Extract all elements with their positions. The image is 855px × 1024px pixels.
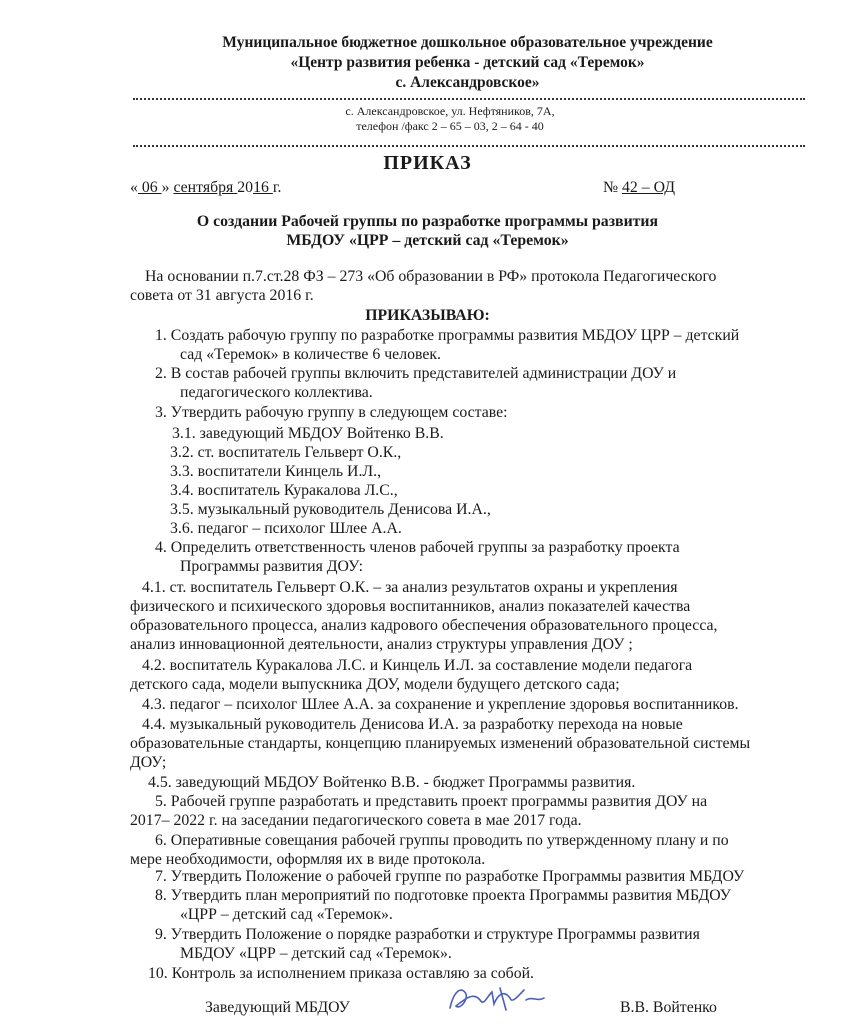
item-4-5: 4.5. заведующий МБДОУ Войтенко В.В. - бюджет Программы развития. — [148, 774, 636, 791]
item-3: 3. Утвердить рабочую группу в следующем составе: — [155, 404, 508, 421]
header-divider-bottom — [133, 145, 805, 147]
item-2-line-2: педагогического коллектива. — [180, 384, 373, 401]
item-5-line-2: 2017– 2022 г. на заседании педагогического совета в мае 2017 года. — [130, 812, 582, 829]
item-9-line-1: 9. Утвердить Положение о порядке разработки и структуре Программы развития — [155, 926, 700, 943]
date-year: 16 — [253, 179, 273, 196]
date-month: сентября — [173, 179, 238, 196]
item-4-1-line-3: образовательного процесса, анализ кадрового обеспечения образовательного процесса, — [130, 617, 718, 634]
signatory-name: В.В. Войтенко — [620, 999, 717, 1016]
item-4-4-line-2: образовательные стандарты, концепцию планируемых изменений образовательной системы — [130, 735, 751, 752]
item-4-2-line-2: детского сада, модели выпускника ДОУ, модели будущего детского сада; — [130, 676, 620, 693]
item-4-4-line-3: ДОУ; — [130, 754, 167, 771]
basis-line-2: совета от 31 августа 2016 г. — [130, 287, 314, 304]
item-3-4: 3.4. воспитатель Куракалова Л.С., — [170, 482, 398, 499]
item-4-line-2: Программы развития ДОУ: — [180, 558, 364, 575]
institution-phone: телефон /факс 2 – 65 – 03, 2 – 64 - 40 — [356, 119, 544, 133]
item-4-line-1: 4. Определить ответственность членов рабочей группы за разработку проекта — [155, 539, 680, 556]
item-10: 10. Контроль за исполнением приказа оставляю за собой. — [148, 965, 535, 982]
institution-name-line-1: Муниципальное бюджетное дошкольное образовательное учреждение — [222, 34, 713, 51]
item-8-line-2: «ЦРР – детский сад «Теремок». — [180, 906, 393, 923]
item-1-line-2: сад «Теремок» в количестве 6 человек. — [180, 346, 441, 363]
order-number-value: 42 – ОД — [622, 179, 676, 196]
basis-line-1: На основании п.7.ст.28 ФЗ – 273 «Об образовании в РФ» протокола Педагогического — [145, 268, 717, 285]
item-8-line-1: 8. Утвердить план мероприятий по подготовке проекта Программы развития МБДОУ — [155, 887, 731, 904]
handwritten-signature — [440, 980, 560, 1020]
item-4-1-line-1: 4.1. ст. воспитатель Гельверт О.К. – за анализ результатов охраны и укрепления — [142, 579, 678, 596]
order-word: ПРИКАЗЫВАЮ: — [365, 307, 490, 324]
date-year-prefix: 20 — [237, 179, 254, 196]
signatory-position: Заведующий МБДОУ — [205, 999, 350, 1016]
order-number-sign: № — [603, 179, 619, 196]
item-4-1-line-4: анализ инновационной деятельности, анализ структуры управления ДОУ ; — [130, 636, 633, 653]
item-4-1-line-2: физического и психического здоровья воспитанников, анализ показателей качества — [130, 598, 691, 615]
item-9-line-2: МБДОУ «ЦРР – детский сад «Теремок». — [180, 945, 452, 962]
institution-name-line-3: с. Александровское» — [395, 74, 540, 91]
date-year-suffix: г. — [272, 179, 282, 196]
item-3-5: 3.5. музыкальный руководитель Денисова И.А., — [170, 501, 491, 518]
item-3-6: 3.6. педагог – психолог Шлее А.А. — [170, 520, 402, 537]
date-day: 06 — [137, 179, 162, 196]
date-open-quote: « — [130, 179, 138, 196]
item-4-3: 4.3. педагог – психолог Шлее А.А. за сохранение и укрепление здоровья воспитанников. — [142, 696, 739, 713]
item-7: 7. Утвердить Положение о рабочей группе по разработке Программы развития МБДОУ — [155, 868, 745, 885]
item-3-3: 3.3. воспитатели Кинцель И.Л., — [170, 463, 382, 480]
item-2-line-1: 2. В состав рабочей группы включить представителей администрации ДОУ и — [155, 365, 677, 382]
item-4-2-line-1: 4.2. воспитатель Куракалова Л.С. и Кинцель И.Л. за составление модели педагога — [142, 657, 693, 674]
order-date — [130, 178, 281, 197]
date-close-quote: » — [161, 179, 170, 196]
header-divider-top — [133, 98, 805, 100]
institution-address: с. Александровское, ул. Нефтяников, 7А, — [345, 104, 555, 118]
document-title: ПРИКАЗ — [383, 152, 472, 174]
item-4-4-line-1: 4.4. музыкальный руководитель Денисова И.А. за разработку перехода на новые — [142, 716, 683, 733]
item-5-line-1: 5. Рабочей группе разработать и представить проект программы развития ДОУ на — [155, 793, 708, 810]
subject-line-1: О создании Рабочей группы по разработке программы развития — [196, 213, 659, 230]
item-3-1: 3.1. заведующий МБДОУ Войтенко В.В. — [172, 425, 444, 442]
subject-line-2: МБДОУ «ЦРР – детский сад «Теремок» — [286, 232, 569, 249]
item-1-line-1: 1. Создать рабочую группу по разработке программы развития МБДОУ ЦРР – детский — [155, 327, 740, 344]
order-number — [603, 178, 675, 197]
item-6-line-2: мере необходимости, оформляя их в виде протокола. — [130, 851, 486, 868]
item-3-2: 3.2. ст. воспитатель Гельверт О.К., — [170, 444, 402, 461]
institution-name-line-2: «Центр развития ребенка - детский сад «Теремок» — [290, 54, 645, 71]
item-6-line-1: 6. Оперативные совещания рабочей группы проводить по утвержденному плану и по — [155, 832, 729, 849]
